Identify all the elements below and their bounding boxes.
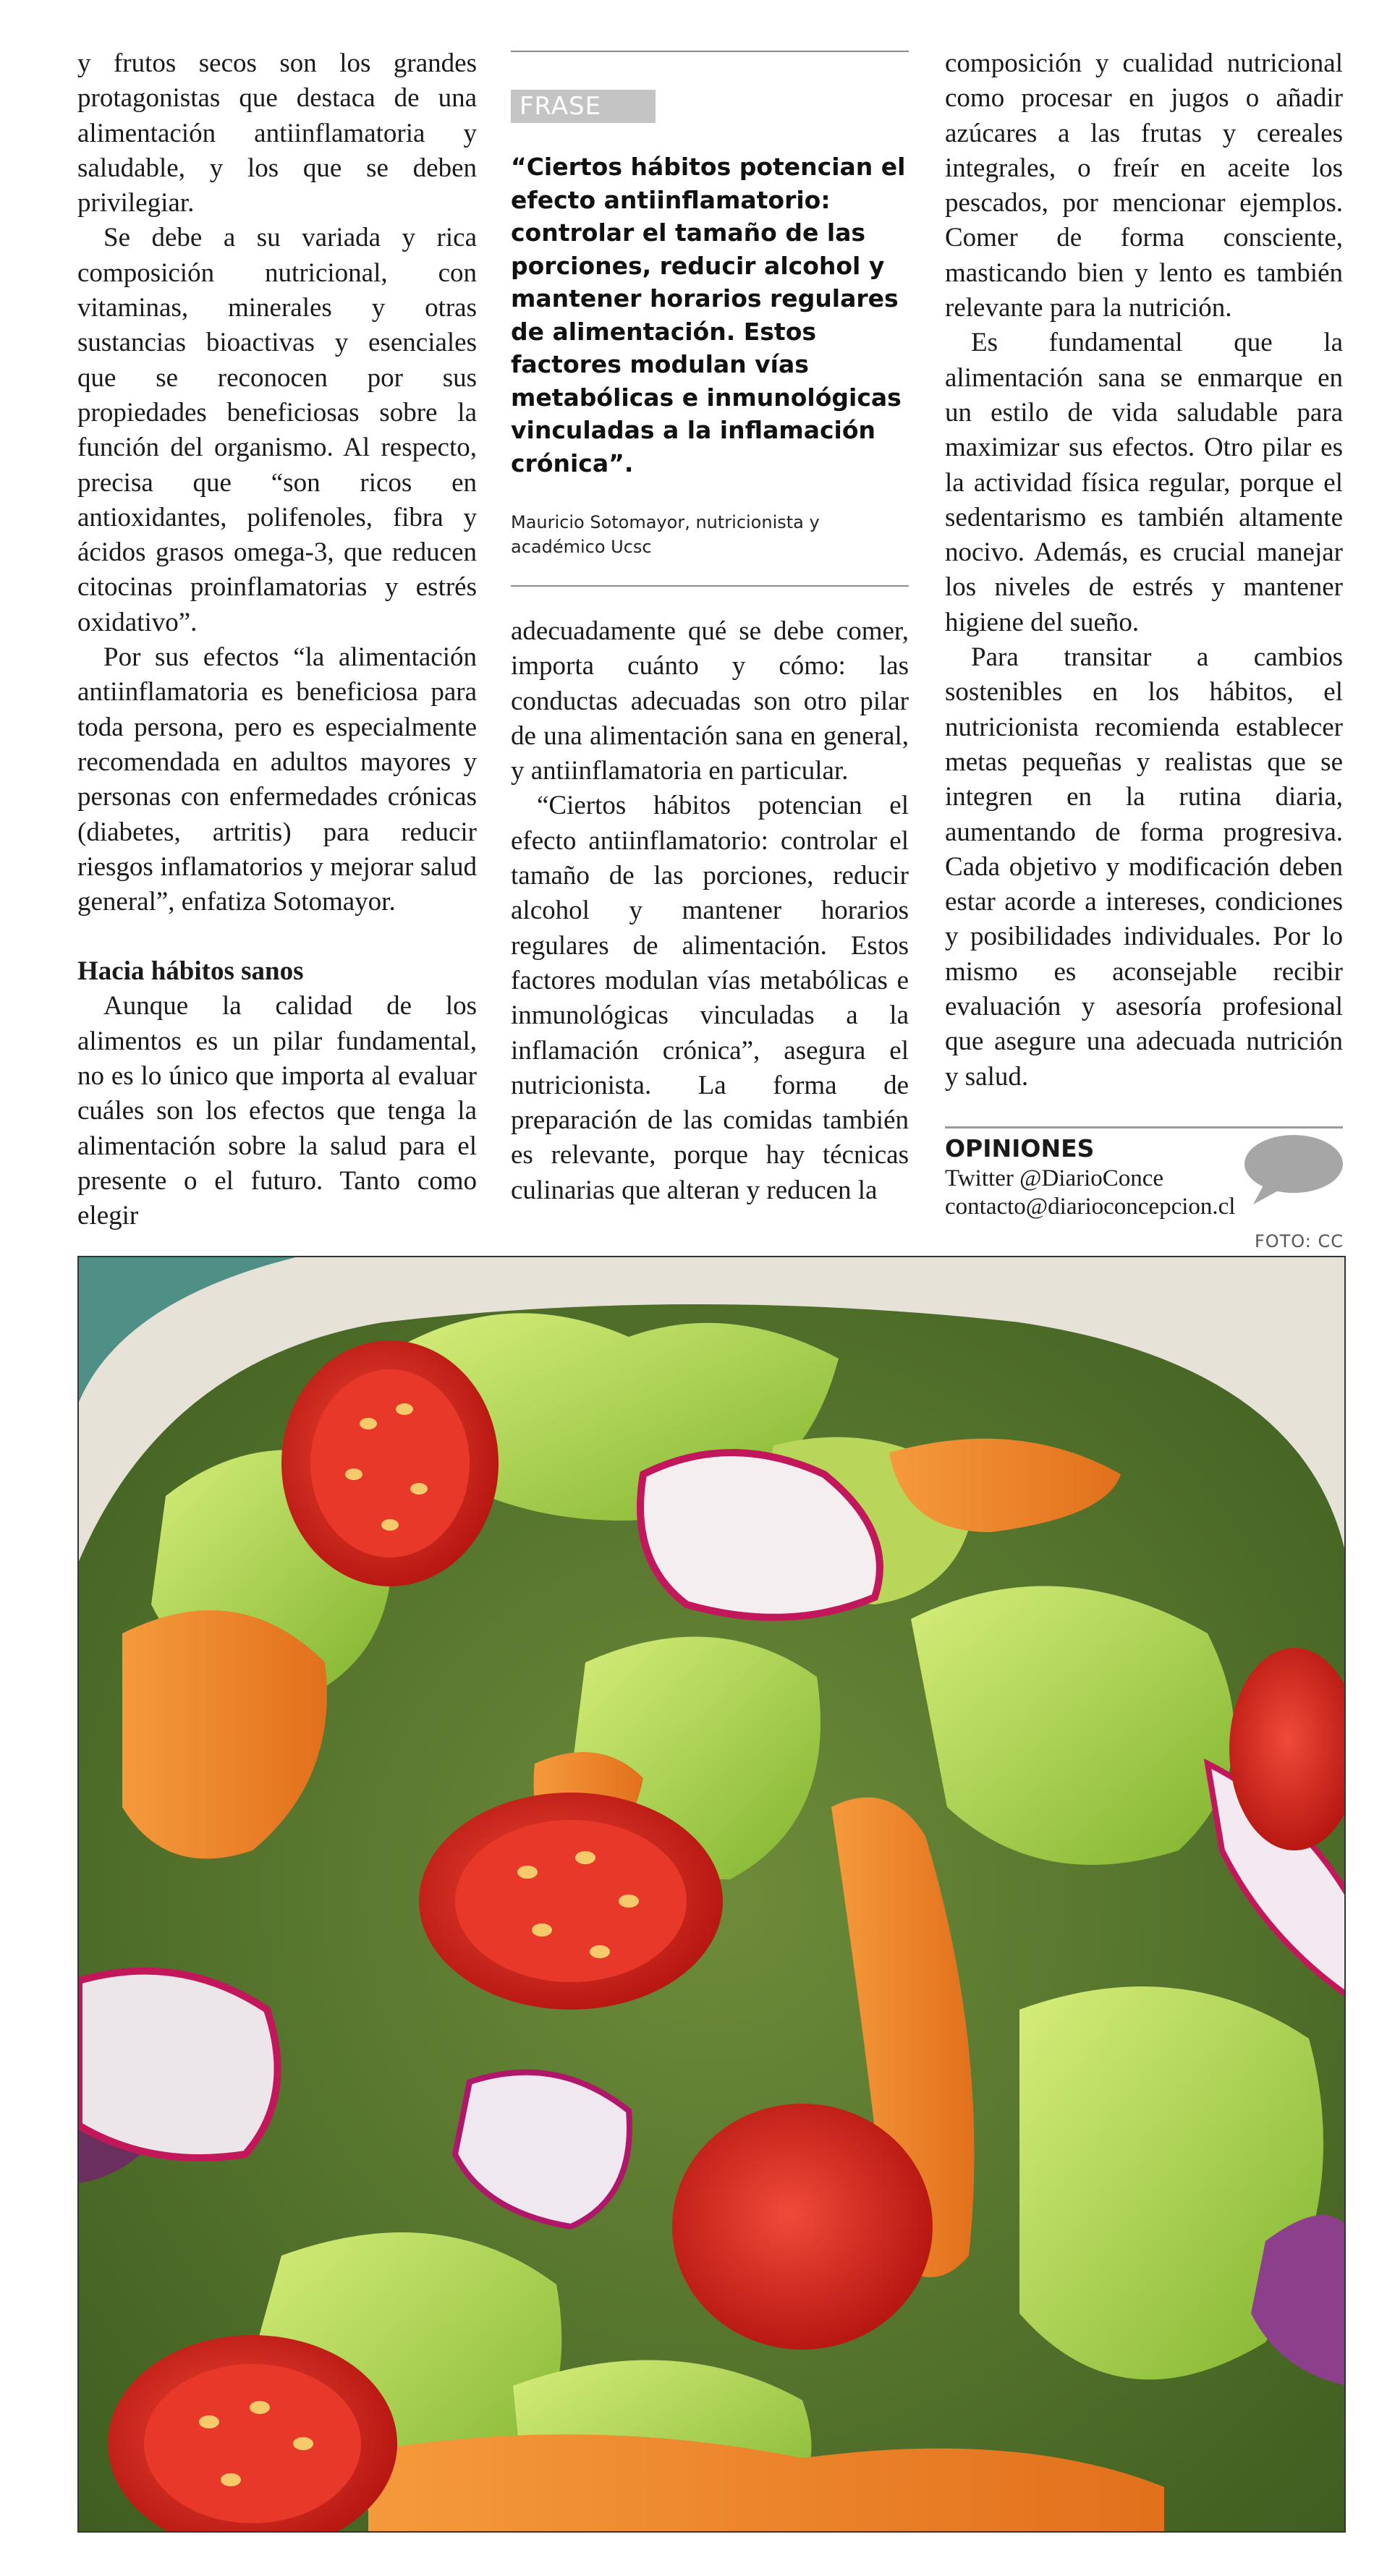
section-heading: Hacia hábitos sanos: [77, 956, 304, 987]
paragraph: Se debe a su variada y rica composición nutricional, con vitaminas, minerales y otras sustancias bioactivas y esenciales que se reconocen por sus propiedades beneficiosas sobre la función del organismo. Al respecto, precisa que “son ricos en antioxidantes, polifenoles, fibra y ácidos grasos omega-3, que reducen citocinas proinflamatorias y estrés oxidativo”.: [77, 223, 477, 637]
salad-illustration: [79, 1257, 1346, 2533]
opinions-title: OPINIONES: [945, 1134, 1095, 1162]
paragraph: y frutos secos son los grandes protagonistas que destaca de una alimentación antiinflamatoria y saludable, y los que se deben privilegiar.: [77, 48, 477, 218]
quote-author: Mauricio Sotomayor, nutricionista y académico Ucsc: [511, 512, 820, 557]
pull-quote-box: [511, 51, 909, 587]
paragraph: Para transitar a cambios sostenibles en los hábitos, el nutricionista recomienda establecer metas pequeñas y realistas que se integren en la rutina diaria, aumentando de forma progresiva. Cada objetivo y modificación deben estar acorde a intereses, condiciones y posibilidades individuales. Por lo mismo es aconsejable recibir evaluación y asesoría profesional que asegure una adecuada nutrición y salud.: [945, 642, 1343, 1092]
article-column-3: [945, 46, 1343, 1094]
pull-quote: “Ciertos hábitos potencian el efecto antiinflamatorio: controlar el tamaño de las porciones, reducir alcohol y mantener horarios regulares de alimentación. Estos factores modulan vías metabólicas e inmunológicas vinculadas a la inflamación crónica”.: [511, 153, 906, 477]
paragraph: adecuadamente qué se debe comer, importa cuánto y cómo: las conductas adecuadas son otro pilar de una alimentación sana en general, y antiinflamatoria en particular.: [511, 616, 909, 786]
paragraph: Aunque la calidad de los alimentos es un pilar fundamental, no es lo único que importa al evaluar cuáles son los efectos que tenga la alimentación sobre la salud para el presente o el futuro. Tanto como elegir: [77, 991, 477, 1231]
divider: [511, 585, 909, 587]
paragraph: “Ciertos hábitos potencian el efecto antiinflamatorio: controlar el tamaño de las porciones, reducir alcohol y mantener horarios regulares de alimentación. Estos factores modulan vías metabólicas e inmunológicas vinculadas a la inflamación crónica”, asegura el nutricionista. La forma de preparación de las comidas también es relevante, porque hay técnicas culinarias que alteran y reducen la: [511, 791, 909, 1205]
paragraph: Es fundamental que la alimentación sana se enmarque en un estilo de vida saludable para maximizar sus efectos. Otro pilar es la actividad física regular, porque el sedentarismo es también altamente nocivo. Además, es crucial manejar los niveles de estrés y mantener higiene del sueño.: [945, 328, 1343, 637]
article-column-2: [511, 614, 909, 1208]
quote-label: FRASE: [511, 90, 656, 123]
paragraph: Por sus efectos “la alimentación antiinflamatoria es beneficiosa para toda persona, pero es especialmente recomendada en adultos mayores y personas con enfermedades crónicas (diabetes, artritis) para reducir riesgos inflamatorios y mejorar salud general”, enfatiza Sotomayor.: [77, 642, 477, 917]
contact-email[interactable]: contacto@diarioconcepcion.cl: [945, 1194, 1236, 1220]
paragraph: composición y cualidad nutricional como procesar en jugos o añadir azúcares a las frutas y cereales integrales, o freír en aceite los pescados, por mencionar ejemplos. Comer de forma consciente, masticando bien y lento es también relevante para la nutrición.: [945, 48, 1343, 323]
opinions-box: [945, 1126, 1343, 1221]
divider: [945, 1126, 1343, 1128]
photo-credit: FOTO: CC: [1254, 1231, 1344, 1251]
speech-bubble-icon: [1243, 1134, 1344, 1206]
salad-photo: [77, 1256, 1346, 2533]
article-column-1: [77, 46, 477, 1234]
twitter-handle[interactable]: Twitter @DiarioConce: [945, 1165, 1164, 1191]
divider: [511, 51, 909, 52]
